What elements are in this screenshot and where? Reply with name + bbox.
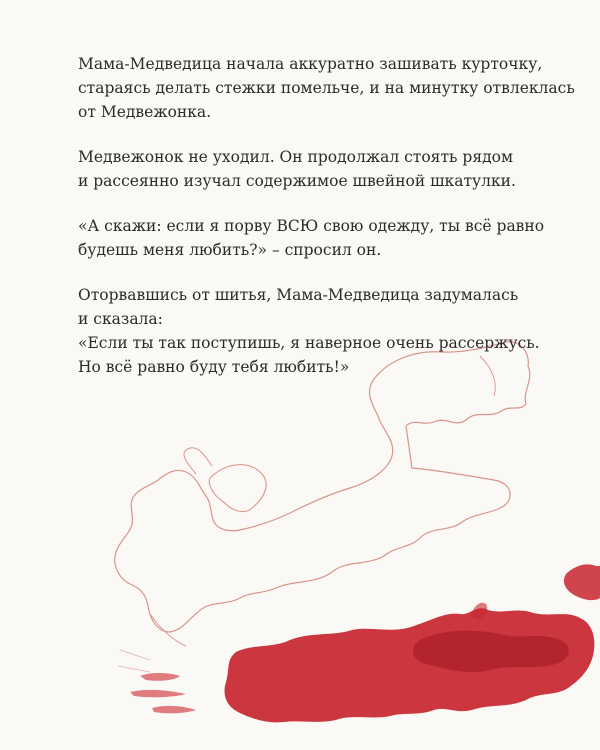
text-line: Оторвавшись от шитья, Мама-Медведица задумалась [78, 286, 519, 304]
pencil-sketch-stroke [118, 650, 150, 672]
text-line: и рассеянно изучал содержимое швейной шкатулки. [78, 172, 516, 190]
text-line: «Если ты так поступишь, я наверное очень рассержусь. [78, 334, 540, 352]
story-text [78, 52, 575, 400]
pencil-sketch-stroke [150, 614, 186, 646]
pencil-sketch-bear-head [209, 465, 266, 512]
pencil-sketch-bear-ear [184, 448, 212, 474]
red-watercolor-accent [564, 564, 600, 600]
red-watercolor-splash [130, 673, 196, 713]
text-line: от Медвежонка. [78, 103, 212, 121]
story-paragraph-2 [78, 145, 558, 193]
story-paragraph-3 [78, 214, 558, 262]
red-watercolor-shadow [413, 631, 569, 673]
text-line: и сказала: [78, 310, 163, 328]
text-line: Мама-Медведица начала аккуратно зашивать курточку, [78, 55, 543, 73]
text-line: стараясь делать стежки помельче, и на минутку отвлеклась [78, 79, 575, 97]
text-line: Но всё равно буду тебя любить!» [78, 358, 350, 376]
text-line: «А скажи: если я порву ВСЮ свою одежду, ты всё равно [78, 217, 545, 235]
text-line: Медвежонок не уходил. Он продолжал стоять рядом [78, 148, 514, 166]
story-paragraph-4 [78, 283, 558, 379]
story-paragraph-1 [78, 52, 575, 124]
text-line: будешь меня любить?» – спросил он. [78, 241, 382, 259]
